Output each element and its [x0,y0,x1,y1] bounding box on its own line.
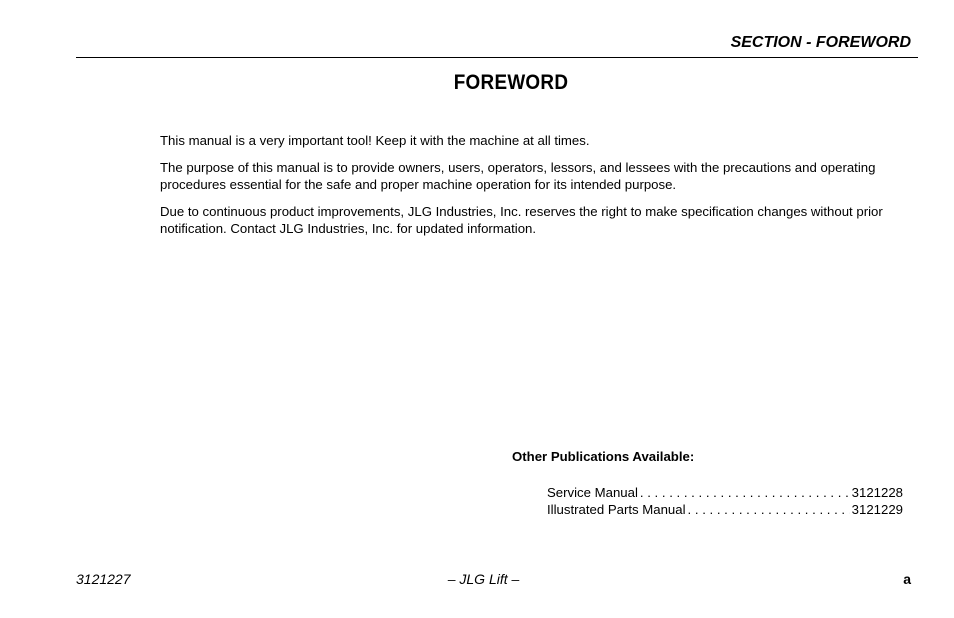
footer-product: – JLG Lift – [447,571,520,587]
publications-list [547,484,903,518]
page-title: FOREWORD [453,71,569,94]
publications-heading: Other Publications Available: [512,449,695,464]
publication-number: 3121228 [851,485,903,500]
dot-leader [688,501,850,518]
foreword-body [160,132,900,247]
paragraph-improvements: Due to continuous product improvements, JLG Industries, Inc. reserves the right to make specification changes without prior notification. Contact JLG Industries, Inc. for updated information. [160,204,883,236]
publication-number: 3121229 [851,502,903,517]
footer-page-number: a [903,571,911,587]
dot-leader [640,484,850,501]
footer-doc-number: 3121227 [76,571,131,587]
paragraph-purpose: The purpose of this manual is to provide owners, users, operators, lessors, and lessees with the precautions and operating procedures essential for the safe and proper machine operation for its intended purpose. [160,160,876,192]
paragraph-intro: This manual is a very important tool! Keep it with the machine at all times. [160,133,590,148]
publication-name: Service Manual [547,485,638,500]
header-divider [76,57,918,58]
section-header: SECTION - FOREWORD [730,34,911,51]
publication-name: Illustrated Parts Manual [547,502,686,517]
publication-row-parts-manual [547,501,903,518]
publication-row-service-manual [547,484,903,501]
